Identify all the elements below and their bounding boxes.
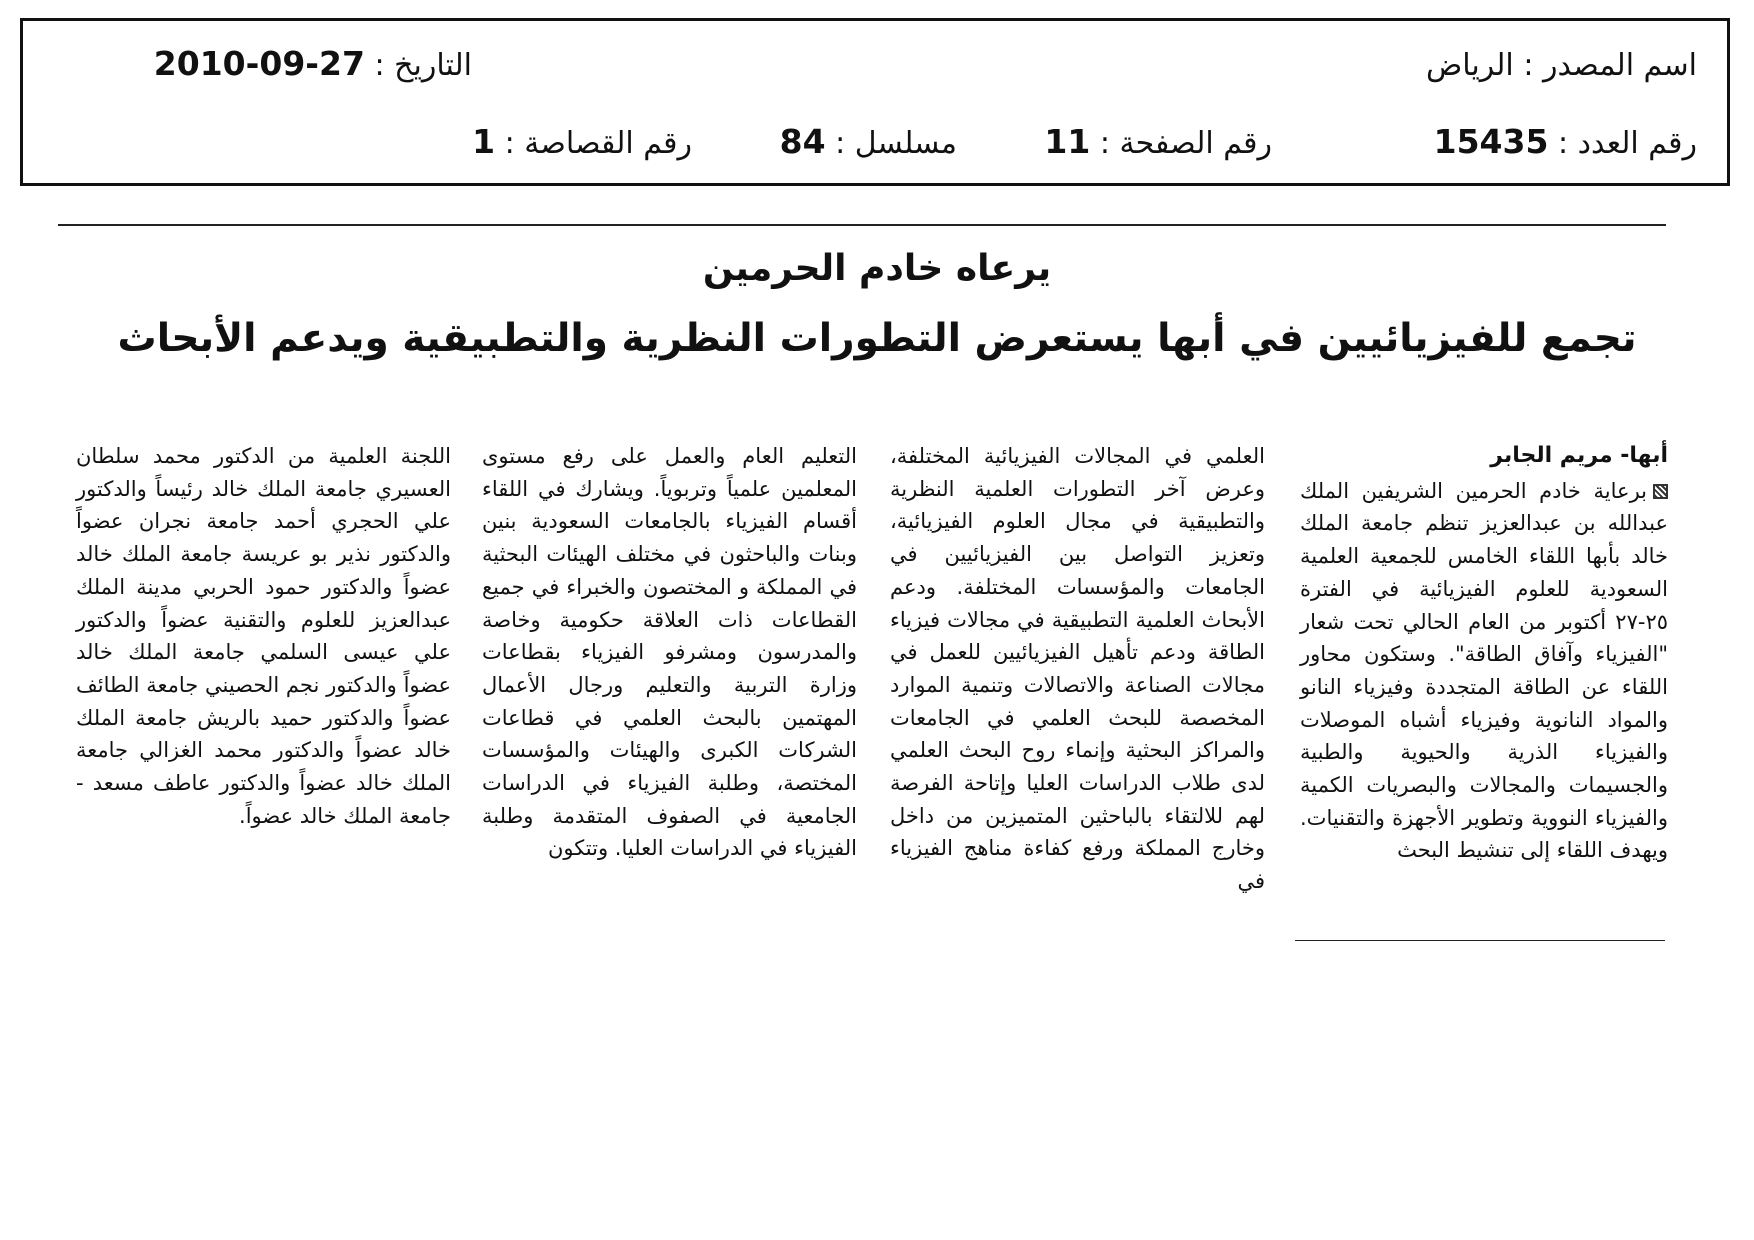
article-byline: أبها- مريم الجابر (1490, 443, 1668, 468)
clip-number-label: رقم القصاصة : (504, 126, 692, 161)
date-label: التاريخ : (374, 48, 472, 83)
serial-field (779, 122, 957, 161)
issue-field (1433, 122, 1697, 161)
column-4-text: اللجنة العلمية من الدكتور محمد سلطان العسيري جامعة الملك خالد رئيساً والدكتور علي الحجري أحمد جامعة نجران عضواً والدكتور نذير بو عريسة جامعة الملك خالد عضواً والدكتور حمود الحربي مدينة الملك عبدالعزيز للعلوم والتقنية عضواً والدكتور علي عيسى السلمي جامعة الملك خالد عضواً والدكتور نجم الحصيني جامعة الطائف عضواً والدكتور حميد بالريش جامعة الملك خالد عضواً والدكتور محمد الغزالي جامعة الملك خالد عضواً والدكتور عاطف مسعد - جامعة الملك خالد عضواً. (76, 444, 451, 828)
source-value: الرياض (1425, 48, 1514, 83)
article-column-2 (890, 440, 1265, 898)
page-field (1044, 122, 1272, 161)
bottom-separator-rule (1295, 940, 1665, 941)
page-label: رقم الصفحة : (1099, 126, 1272, 161)
paragraph-bullet-icon (1653, 484, 1668, 499)
serial-value: 84 (779, 122, 826, 161)
column-2-text: العلمي في المجالات الفيزيائية المختلفة، وعرض آخر التطورات العلمية النظرية والتطبيقية في مجال العلوم الفيزيائية، وتعزيز التواصل بين الفيزيائيين في الجامعات والمؤسسات المختلفة. ودعم الأبحاث العلمية التطبيقية في مجالات فيزياء الطاقة ودعم تأهيل الفيزيائيين للعمل في مجالات الصناعة والاتصالات وتنمية الموارد المخصصة للبحث العلمي في الجامعات والمراكز البحثية وإنماء روح البحث العلمي لدى طلاب الدراسات العليا وإتاحة الفرصة لهم للالتقاء بالباحثين المتميزين من داخل وخارج المملكة ورفع كفاءة مناهج الفيزياء في (890, 444, 1265, 894)
source-field (1425, 48, 1697, 83)
issue-label: رقم العدد : (1557, 126, 1697, 161)
issue-value: 15435 (1433, 122, 1549, 161)
clipping-metadata-box (20, 18, 1730, 186)
serial-label: مسلسل : (835, 126, 957, 161)
clip-number-value: 1 (472, 122, 496, 161)
date-value: 27-09-2010 (153, 44, 365, 83)
clip-number-field (472, 122, 692, 161)
article-column-3 (482, 440, 857, 865)
date-field (153, 44, 472, 83)
article-column-4 (76, 440, 451, 832)
source-label: اسم المصدر : (1523, 48, 1697, 83)
page-value: 11 (1044, 122, 1091, 161)
column-3-text: التعليم العام والعمل على رفع مستوى المعلمين علمياً وتربوياً. ويشارك في اللقاء أقسام الفيزياء بالجامعات السعودية بنين وبنات والباحثون في مختلف الهيئات البحثية في المملكة و المختصون والخبراء في جميع القطاعات ذات العلاقة حكومية وخاصة والمدرسون ومشرفو الفيزياء بقطاعات وزارة التربية والتعليم ورجال الأعمال المهتمين بالبحث العلمي في قطاعات الشركات الكبرى والهيئات والمؤسسات المختصة، وطلبة الفيزياء في الدراسات الجامعية في الصفوف المتقدمة وطلبة الفيزياء في الدراسات العليا. وتتكون (482, 444, 857, 861)
article-column-1 (1300, 440, 1668, 867)
article-headline: تجمع للفيزيائيين في أبها يستعرض التطورات النظرية والتطبيقية ويدعم الأبحاث (117, 316, 1637, 361)
article-kicker: يرعاه خادم الحرمين (702, 248, 1052, 289)
top-separator-rule (58, 224, 1666, 226)
column-1-text: برعاية خادم الحرمين الشريفين الملك عبدالله بن عبدالعزيز تنظم جامعة الملك خالد بأبها اللقاء الخامس للجمعية العلمية السعودية للعلوم الفيزيائية في الفترة ٢٥-٢٧ أكتوبر من العام الحالي تحت شعار "الفيزياء وآفاق الطاقة". وستكون محاور اللقاء عن الطاقة المتجددة وفيزياء النانو والمواد النانوية وفيزياء أشباه الموصلات والفيزياء الذرية والحيوية والطبية والجسيمات والمجالات والبصريات الكمية والفيزياء النووية وتطوير الأجهزة والتقنيات. ويهدف اللقاء إلى تنشيط البحث (1300, 478, 1668, 863)
